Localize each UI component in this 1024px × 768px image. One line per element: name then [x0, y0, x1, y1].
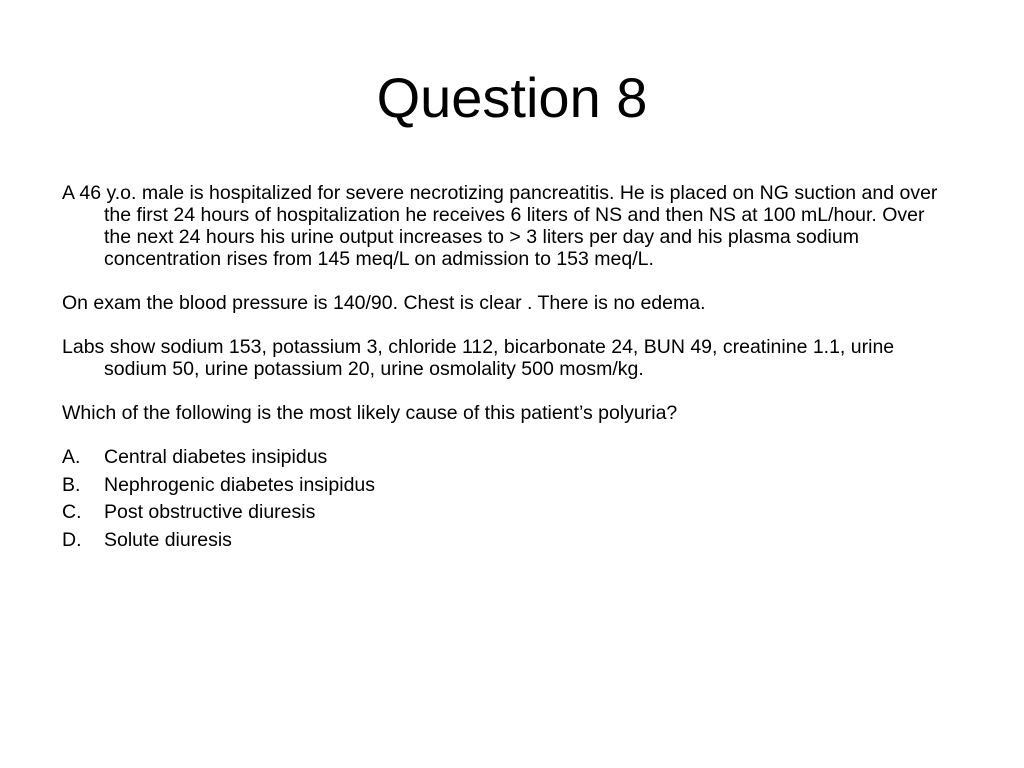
slide-body: [62, 182, 942, 556]
option-text: Post obstructive diuresis: [104, 501, 316, 523]
slide-title: Question 8: [376, 66, 648, 129]
option-text: Nephrogenic diabetes insipidus: [104, 473, 376, 496]
answer-option-d: [62, 529, 942, 551]
option-letter: D.: [62, 528, 82, 551]
case-description: A 46 y.o. male is hospitalized for severe necrotizing pancreatitis. He is placed on NG suction and over the first 24 hours of hospitalization he receives 6 liters of NS and then NS at 100 mL/hour. Over the next 24 hours his urine output increases to > 3 liters per day and his plasma sodium concentration rises from 145 meq/L on admission to 153 meq/L.: [62, 182, 938, 270]
option-letter: A.: [62, 446, 81, 468]
option-letter: B.: [62, 473, 81, 496]
question-prompt: Which of the following is the most likely cause of this patient’s polyuria?: [62, 402, 678, 424]
lab-results: Labs show sodium 153, potassium 3, chloride 112, bicarbonate 24, BUN 49, creatinine 1.1, urine sodium 50, urine potassium 20, urine osmolality 500 mosm/kg.: [62, 336, 895, 380]
answer-option-c: [62, 501, 942, 523]
answer-options: [62, 446, 942, 551]
answer-option-a: [62, 446, 942, 468]
answer-option-b: [62, 474, 942, 496]
exam-findings: On exam the blood pressure is 140/90. Chest is clear . There is no edema.: [62, 292, 706, 314]
option-letter: C.: [62, 501, 82, 523]
option-text: Solute diuresis: [104, 528, 232, 551]
option-text: Central diabetes insipidus: [104, 446, 328, 468]
